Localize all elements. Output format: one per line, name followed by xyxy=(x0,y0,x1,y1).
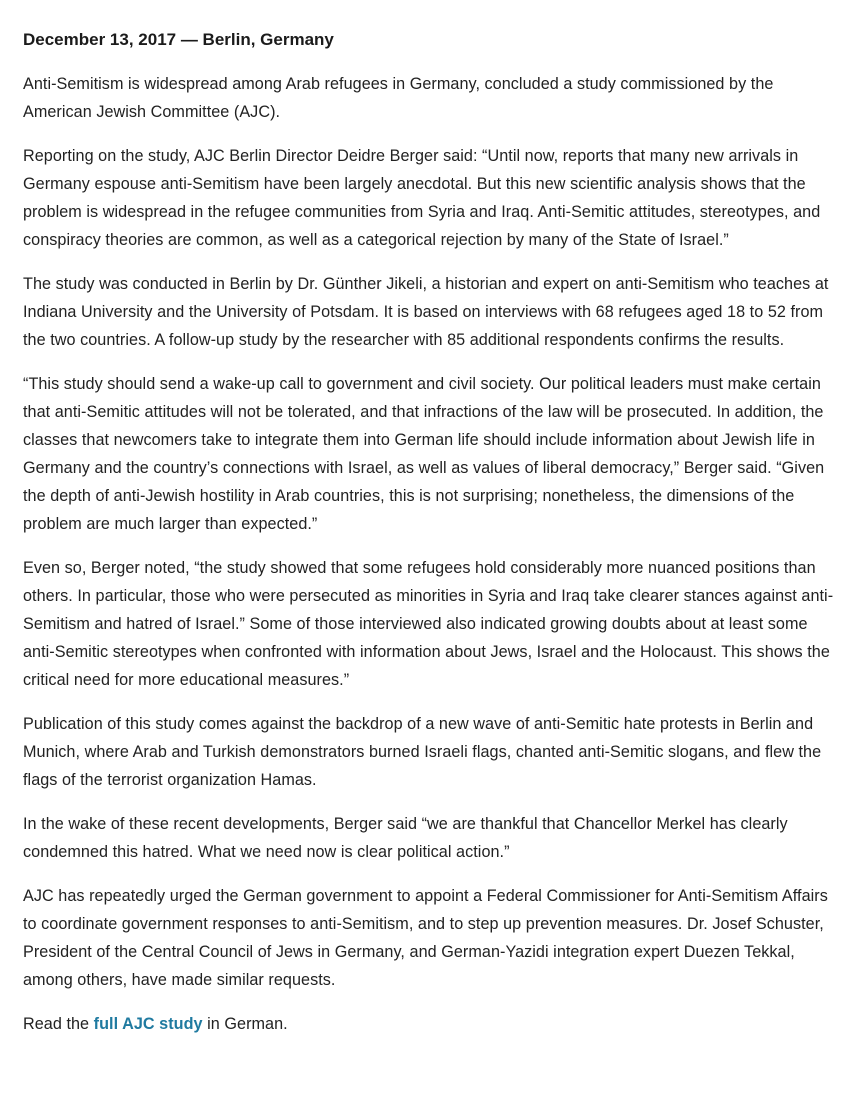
read-study-prefix: Read the xyxy=(23,1015,94,1033)
paragraph-merkel: In the wake of these recent developments, Berger said “we are thankful that Chancellor Merkel has clearly condemned this hatred. What we need now is clear political action.” xyxy=(23,815,788,861)
paragraph-nuanced-positions: Even so, Berger noted, “the study showed that some refugees hold considerably more nuanced positions than others. In particular, those who were persecuted as minorities in Syria and Iraq take clearer stances against anti-Semitism and hatred of Israel.” Some of those interviewed also indicated growing doubts about at least some anti-Semitic stereotypes when confronted with information about Jews, Israel and the Holocaust. This shows the critical need for more educational measures.” xyxy=(23,559,834,689)
read-study-suffix: in German. xyxy=(202,1015,288,1033)
paragraph-intro: Anti-Semitism is widespread among Arab refugees in Germany, concluded a study commissioned by the American Jewish Committee (AJC). xyxy=(23,75,774,121)
dateline: December 13, 2017 — Berlin, Germany xyxy=(23,30,334,49)
paragraph-protests: Publication of this study comes against the backdrop of a new wave of anti-Semitic hate protests in Berlin and Munich, where Arab and Turkish demonstrators burned Israeli flags, chanted anti-Semitic slogans, and flew the flags of the terrorist organization Hamas. xyxy=(23,715,822,789)
paragraph-berger-quote: Reporting on the study, AJC Berlin Director Deidre Berger said: “Until now, reports that many new arrivals in Germany espouse anti-Semitism have been largely anecdotal. But this new scientific analysis shows that the problem is widespread in the refugee communities from Syria and Iraq. Anti-Semitic attitudes, stereotypes, and conspiracy theories are common, as well as a categorical rejection by many of the State of Israel.” xyxy=(23,147,821,249)
paragraph-commissioner: AJC has repeatedly urged the German government to appoint a Federal Commissioner for Anti-Semitism Affairs to coordinate government responses to anti-Semitism, and to step up prevention measures. Dr. Josef Schuster, President of the Central Council of Jews in Germany, and German-Yazidi integration expert Duezen Tekkal, among others, have made similar requests. xyxy=(23,887,828,989)
paragraph-read-study xyxy=(23,1010,838,1038)
full-study-link[interactable]: full AJC study xyxy=(93,1015,203,1033)
paragraph-wake-up-call: “This study should send a wake-up call to government and civil society. Our political leaders must make certain that anti-Semitic attitudes will not be tolerated, and that infractions of the law will be prosecuted. In addition, the classes that newcomers take to integrate them into German life should include information about Jewish life in Germany and the country’s connections with Israel, as well as values of liberal democracy,” Berger said. “Given the depth of anti-Jewish hostility in Arab countries, this is not surprising; nonetheless, the dimensions of the problem are much larger than expected.” xyxy=(23,375,825,533)
paragraph-study-method: The study was conducted in Berlin by Dr. Günther Jikeli, a historian and expert on anti-Semitism who teaches at Indiana University and the University of Potsdam. It is based on interviews with 68 refugees aged 18 to 52 from the two countries. A follow-up study by the researcher with 85 additional respondents confirms the results. xyxy=(23,275,829,349)
